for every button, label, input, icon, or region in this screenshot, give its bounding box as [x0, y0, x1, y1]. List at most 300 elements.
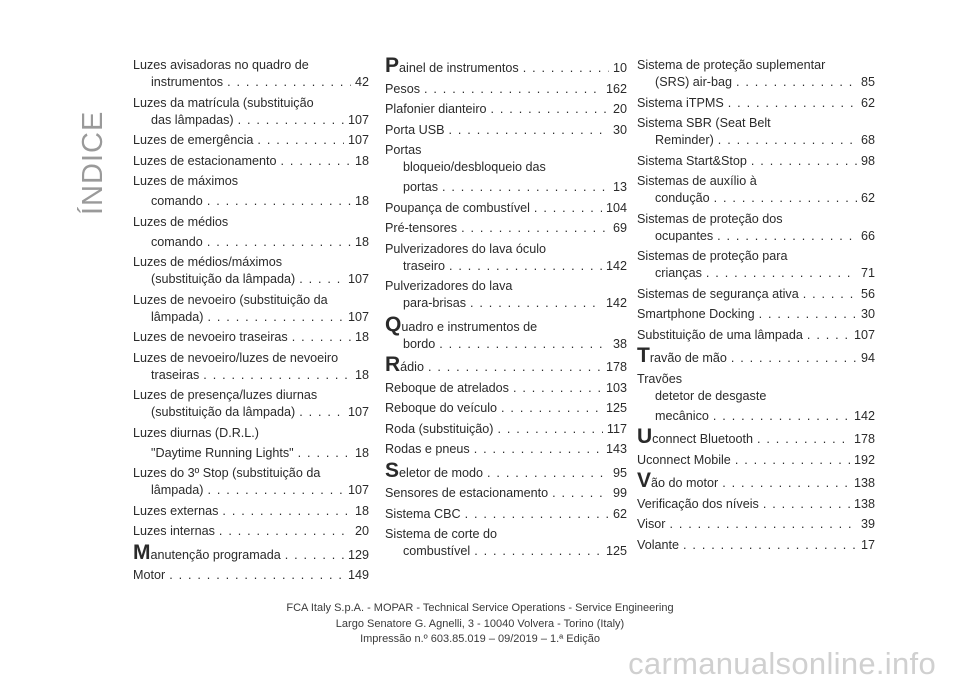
dot-leader — [706, 265, 857, 282]
index-entry-label — [151, 74, 223, 91]
index-entry-page-number: 125 — [605, 544, 627, 558]
index-entry-subline — [133, 271, 369, 288]
index-entry-label — [385, 312, 538, 336]
index-entry-heading — [637, 248, 875, 265]
dot-leader — [257, 132, 344, 149]
dot-leader — [424, 81, 602, 98]
dot-leader — [461, 220, 609, 237]
index-entry-label — [403, 336, 435, 353]
index-entry-text: traseiras — [151, 367, 200, 382]
index-entry-heading — [385, 526, 627, 543]
index-entry-page-number: 30 — [860, 307, 875, 321]
index-entry-label — [403, 258, 445, 275]
index-entry-text: Luzes de estacionamento — [133, 153, 277, 168]
index-entry-subline — [133, 367, 369, 384]
index-entry-page-number: 18 — [354, 153, 369, 168]
index-entry-label — [133, 350, 338, 367]
index-entry-text: Reboque de atrelados — [385, 380, 509, 395]
index-entry-text: Luzes de emergência — [133, 133, 254, 147]
index-entry-heading — [133, 567, 369, 584]
index-entry-page-number: 39 — [860, 517, 875, 531]
index-entry-page-number: 71 — [860, 266, 875, 280]
index-entry-text: (substituição da lâmpada) — [151, 272, 296, 286]
index-entry-page-number: 68 — [860, 133, 875, 147]
index-entry — [637, 496, 875, 513]
index-entry-page-number: 142 — [605, 258, 627, 273]
index-entry-heading — [637, 211, 875, 228]
index-entry-label — [403, 295, 466, 312]
index-entry-text: traseiro — [403, 258, 445, 273]
dot-leader — [722, 475, 850, 492]
index-entry-text: Sistema CBC — [385, 506, 461, 521]
index-entry-label — [133, 153, 277, 170]
index-entry-heading — [637, 327, 875, 344]
index-entry-text: instrumentos — [151, 75, 224, 89]
index-entry-page-number: 18 — [354, 367, 369, 382]
index-entry-text: Luzes internas — [133, 524, 215, 538]
index-entry-label — [133, 523, 215, 540]
index-entry-text: Volante — [637, 537, 680, 552]
index-entry — [385, 353, 627, 376]
footer-line-print: Impressão n.º 603.85.019 – 09/2019 – 1.ª Edição — [360, 633, 600, 645]
index-entry-heading — [133, 292, 369, 309]
dot-leader — [731, 350, 857, 367]
index-entry-label — [151, 234, 203, 251]
index-entry-label — [655, 388, 766, 405]
index-entry-heading — [385, 380, 627, 397]
dot-leader — [465, 506, 609, 523]
dot-leader — [487, 465, 609, 482]
index-entry — [637, 344, 875, 367]
index-entry-page-number: 62 — [860, 191, 875, 205]
index-entry-text: Motor — [133, 568, 166, 582]
dot-leader — [207, 234, 351, 251]
index-entry — [637, 173, 875, 207]
index-entry-subline — [133, 112, 369, 129]
index-entry — [133, 329, 369, 346]
index-entry — [385, 400, 627, 417]
index-entry-label — [637, 173, 757, 190]
index-entry-heading — [637, 306, 875, 323]
index-entry-text: Plafonier dianteiro — [385, 102, 487, 116]
index-entry-text: Porta USB — [385, 122, 445, 137]
index-entry-text: Visor — [637, 517, 666, 531]
index-entry-page-number: 107 — [347, 112, 369, 127]
index-entry-text: das lâmpadas) — [151, 112, 234, 127]
index-entry-text: Pulverizadores do lava óculo — [385, 241, 547, 256]
index-entry-text: Pré-tensores — [385, 221, 458, 235]
watermark: carmanualsonline.info — [628, 646, 936, 681]
index-entry-page-number: 95 — [612, 465, 627, 480]
dot-leader — [298, 445, 351, 462]
dot-leader — [718, 132, 857, 149]
index-entry-label — [133, 254, 282, 271]
index-entry — [637, 452, 875, 469]
index-entry-text: Sistema Start&Stop — [637, 153, 747, 168]
index-entry-text: lâmpada) — [151, 309, 204, 324]
index-entry-label — [133, 425, 259, 442]
index-entry-label — [637, 327, 803, 344]
footer-line-address: Largo Senatore G. Agnelli, 3 - 10040 Volvera - Torino (Italy) — [335, 617, 625, 630]
dot-leader — [428, 359, 602, 376]
index-entry-label — [655, 228, 713, 245]
index-entry-text: Luzes de nevoeiro/luzes de nevoeiro — [133, 350, 339, 365]
index-entry — [637, 95, 875, 112]
index-entry — [637, 153, 875, 170]
index-entry-heading — [385, 241, 627, 258]
index-entry-heading — [133, 465, 369, 482]
index-entry-page-number: 129 — [347, 547, 369, 562]
index-entry-text: Sistema de proteção suplementar — [637, 58, 826, 72]
index-entry-text: Luzes de nevoeiro (substituição da — [133, 292, 328, 307]
index-entry-subline — [133, 404, 369, 421]
dot-leader — [439, 336, 609, 353]
index-entry — [637, 306, 875, 323]
index-entry-text: Sistemas de proteção para — [637, 249, 788, 263]
index-entry-page-number: 162 — [605, 81, 627, 96]
index-entry-text: portas — [403, 180, 439, 194]
index-entry — [133, 214, 369, 251]
dot-leader — [474, 543, 602, 560]
index-entry-subline — [637, 132, 875, 149]
index-entry-subline — [385, 179, 627, 196]
index-entry-label — [637, 211, 783, 228]
index-entry-label — [655, 132, 714, 149]
index-entry — [133, 567, 369, 584]
index-entry-label — [637, 425, 753, 448]
index-entry-page-number: 178 — [605, 360, 627, 374]
index-entry-label — [403, 159, 546, 176]
index-entry-text: Substituição de uma lâmpada — [637, 327, 803, 342]
index-entry-text: bloqueio/desbloqueio das — [403, 160, 546, 174]
index-entry-text: Uconnect Mobile — [637, 452, 731, 467]
index-entry-label — [133, 57, 309, 74]
index-entry-page-number: 30 — [612, 122, 627, 137]
index-entry — [133, 465, 369, 499]
index-entry-label — [385, 506, 461, 523]
index-entry — [385, 241, 627, 275]
index-entry-label — [385, 458, 484, 482]
index-entry-page-number: 142 — [853, 408, 875, 423]
section-initial-letter: S — [385, 458, 400, 482]
dot-leader — [717, 228, 857, 245]
index-entry-label — [385, 200, 530, 217]
index-entry-heading — [385, 421, 627, 438]
index-entry-label — [385, 122, 445, 139]
index-entry-text: Luzes de nevoeiro traseiras — [133, 330, 288, 344]
index-entry-label — [151, 271, 295, 288]
index-entry-label — [133, 95, 314, 112]
index-entry — [385, 421, 627, 438]
index-entry-heading — [133, 350, 369, 367]
index-entry-page-number: 20 — [612, 102, 627, 116]
index-entry-text: uadro e instrumentos de — [401, 319, 538, 334]
dot-leader — [299, 271, 344, 288]
index-entry-label — [385, 101, 487, 118]
publisher-footer — [0, 601, 960, 648]
index-entry-label — [637, 496, 759, 513]
dot-leader — [222, 503, 351, 520]
dot-leader — [751, 153, 857, 170]
index-entry-page-number: 107 — [347, 133, 369, 147]
dot-leader — [501, 400, 602, 417]
index-entry-page-number: 69 — [612, 221, 627, 235]
index-entry — [133, 387, 369, 421]
index-entry-label — [385, 526, 497, 543]
index-entry-text: para-brisas — [403, 296, 466, 310]
dot-leader — [513, 380, 602, 397]
index-entry-subline — [637, 265, 875, 282]
section-initial-letter: T — [637, 344, 650, 367]
index-entry — [385, 200, 627, 217]
dot-leader — [208, 309, 344, 326]
index-entry-page-number: 17 — [860, 537, 875, 552]
index-entry-label — [637, 248, 788, 265]
index-entry-heading — [133, 540, 369, 564]
index-entry-label — [637, 95, 724, 112]
index-entry-text: Luzes de máximos — [133, 174, 238, 188]
index-entry-text: Sistemas de segurança ativa — [637, 286, 799, 301]
index-entry-label — [637, 57, 825, 74]
index-entry-label — [637, 306, 755, 323]
index-entry-text: connect Bluetooth — [652, 432, 753, 446]
index-entry-text: comando — [151, 194, 203, 208]
index-entry-text: Pulverizadores do lava — [385, 279, 513, 293]
footer-line-company: FCA Italy S.p.A. - MOPAR - Technical Service Operations - Service Engineering — [286, 602, 674, 614]
index-entry-subline — [133, 445, 369, 462]
index-entry-text: Luzes do 3º Stop (substituição da — [133, 466, 321, 480]
index-entry-subline — [133, 193, 369, 210]
index-entry-label — [151, 309, 204, 326]
dot-leader — [534, 200, 602, 217]
index-entry-page-number: 103 — [605, 380, 627, 395]
index-entry-text: eletor de modo — [399, 465, 484, 480]
index-entry-text: condução — [655, 191, 710, 205]
index-entry-label — [385, 421, 494, 438]
index-entry-text: detetor de desgaste — [655, 388, 767, 403]
index-entry-page-number: 20 — [354, 524, 369, 538]
index-entry — [385, 380, 627, 397]
index-entry-heading — [133, 387, 369, 404]
dot-leader — [523, 60, 609, 77]
dot-leader — [669, 516, 857, 533]
index-entry-subline — [385, 295, 627, 312]
index-entry-heading — [385, 101, 627, 118]
index-entry-text: Sistema iTPMS — [637, 95, 724, 110]
index-entry — [133, 173, 369, 210]
dot-leader — [227, 74, 351, 91]
index-entry-subline — [385, 543, 627, 560]
index-entry-text: ão do motor — [651, 476, 719, 490]
index-entry-text: crianças — [655, 266, 702, 280]
index-entry-label — [151, 112, 234, 129]
index-entry-text: Smartphone Docking — [637, 307, 755, 321]
index-entry-text: Sistema de corte do — [385, 527, 498, 541]
index-entry — [133, 57, 369, 91]
index-entry — [385, 526, 627, 560]
index-entry-page-number: 66 — [860, 228, 875, 243]
index-entry-page-number: 18 — [354, 234, 369, 249]
dot-leader — [449, 122, 609, 139]
index-entry-text: Roda (substituição) — [385, 421, 494, 436]
index-entry — [385, 278, 627, 312]
index-entry-label — [637, 537, 679, 554]
index-entry-page-number: 62 — [860, 95, 875, 110]
index-entry-label — [637, 153, 747, 170]
dot-leader — [285, 547, 344, 564]
index-entry-label — [637, 344, 727, 367]
dot-leader — [449, 258, 602, 275]
index-entry-heading — [385, 54, 627, 77]
section-initial-letter: P — [385, 54, 400, 77]
dot-leader — [207, 193, 351, 210]
index-entry-subline — [133, 234, 369, 251]
index-entry — [385, 122, 627, 139]
index-entry — [385, 506, 627, 523]
dot-leader — [763, 496, 850, 513]
index-entry-label — [133, 465, 320, 482]
dot-leader — [203, 367, 351, 384]
index-entry — [385, 142, 627, 196]
index-entry-label — [133, 214, 228, 231]
index-entry-label — [385, 380, 509, 397]
index-entry — [637, 57, 875, 91]
index-entry-page-number: 62 — [612, 506, 627, 521]
index-entry-text: ravão de mão — [649, 351, 727, 365]
index-entry-heading — [637, 286, 875, 303]
index-entry-text: Rodas e pneus — [385, 442, 470, 456]
index-entry-page-number: 178 — [853, 432, 875, 446]
index-entry — [133, 503, 369, 520]
index-entry-heading — [637, 496, 875, 513]
index-entry-heading — [637, 425, 875, 448]
index-entry — [637, 469, 875, 492]
index-entry — [133, 523, 369, 540]
dot-leader — [759, 306, 857, 323]
index-entry-label — [133, 567, 165, 584]
index-entry-page-number: 125 — [605, 401, 627, 415]
index-entry-page-number: 143 — [605, 442, 627, 456]
index-entry-text: (SRS) air-bag — [655, 75, 732, 89]
dot-leader — [713, 408, 850, 425]
index-entry-text: Luzes externas — [133, 503, 219, 518]
index-entry-label — [385, 441, 470, 458]
index-entry-label — [637, 286, 799, 303]
index-entry-text: anutenção programada — [150, 547, 281, 562]
dot-leader — [299, 404, 344, 421]
index-entry-page-number: 85 — [860, 75, 875, 89]
index-entry-label — [637, 516, 665, 533]
index-column-2 — [385, 54, 627, 564]
index-entry-heading — [637, 469, 875, 492]
index-entry-page-number: 107 — [347, 272, 369, 286]
index-entry-label — [637, 452, 731, 469]
dot-leader — [470, 295, 602, 312]
dot-leader — [491, 101, 609, 118]
index-entry-heading — [133, 503, 369, 520]
dot-leader — [498, 421, 603, 438]
dot-leader — [735, 452, 850, 469]
dot-leader — [552, 485, 609, 502]
index-entry-heading — [133, 57, 369, 74]
index-entry-text: Poupança de combustível — [385, 200, 530, 215]
dot-leader — [442, 179, 609, 196]
index-entry-page-number: 98 — [860, 153, 875, 168]
index-entry-heading — [385, 458, 627, 482]
index-entry-heading — [133, 425, 369, 442]
index-entry — [385, 220, 627, 237]
dot-leader — [757, 431, 850, 448]
index-entry — [637, 425, 875, 448]
index-entry-label — [151, 367, 199, 384]
index-entry-label — [151, 445, 294, 462]
index-entry-heading — [637, 95, 875, 112]
index-entry-page-number: 104 — [605, 200, 627, 215]
index-entry-page-number: 142 — [605, 296, 627, 310]
index-entry-subline — [385, 336, 627, 353]
index-entry-label — [151, 482, 204, 499]
index-entry-page-number: 138 — [853, 476, 875, 490]
index-entry-heading — [637, 115, 875, 132]
index-entry-subline — [385, 159, 627, 176]
index-entry-label — [655, 190, 710, 207]
index-entry-label — [385, 241, 546, 258]
index-entry-heading — [385, 441, 627, 458]
index-entry-page-number: 107 — [347, 405, 369, 419]
index-side-title — [77, 55, 116, 215]
index-entry-page-number: 18 — [354, 330, 369, 344]
index-entry-heading — [385, 81, 627, 98]
index-entry-label — [133, 173, 238, 190]
index-entry-page-number: 138 — [853, 496, 875, 511]
index-side-title-text: ÍNDICE — [77, 110, 109, 215]
index-entry — [385, 458, 627, 482]
index-entry-heading — [385, 200, 627, 217]
index-entry-label — [133, 540, 281, 564]
dot-leader — [169, 567, 344, 584]
index-entry-heading — [385, 353, 627, 376]
index-entry-text: Sensores de estacionamento — [385, 486, 549, 500]
index-entry-label — [637, 115, 771, 132]
index-entry-label — [385, 142, 421, 159]
index-entry-heading — [637, 57, 875, 74]
index-entry-label — [133, 292, 328, 309]
index-entry — [637, 211, 875, 245]
index-entry — [385, 312, 627, 353]
index-entry-text: Reboque do veículo — [385, 401, 498, 415]
index-entry-label — [637, 469, 719, 492]
dot-leader — [474, 441, 602, 458]
index-entry-label — [151, 404, 295, 421]
index-entry-text: ádio — [400, 360, 424, 374]
index-entry-label — [151, 193, 203, 210]
index-entry-label — [637, 371, 682, 388]
index-entry-page-number: 107 — [347, 483, 369, 497]
index-entry-heading — [133, 95, 369, 112]
index-entry — [133, 95, 369, 129]
index-entry-text: bordo — [403, 336, 436, 351]
index-entry — [133, 540, 369, 564]
dot-leader — [728, 95, 857, 112]
index-entry-subline — [637, 388, 875, 405]
index-entry-label — [385, 485, 548, 502]
index-entry-heading — [637, 153, 875, 170]
index-entry-heading — [637, 452, 875, 469]
index-entry-text: Luzes diurnas (D.R.L.) — [133, 425, 259, 440]
index-entry-text: Luzes de presença/luzes diurnas — [133, 388, 318, 402]
index-entry — [385, 54, 627, 77]
index-entry-text: Sistemas de proteção dos — [637, 211, 783, 226]
